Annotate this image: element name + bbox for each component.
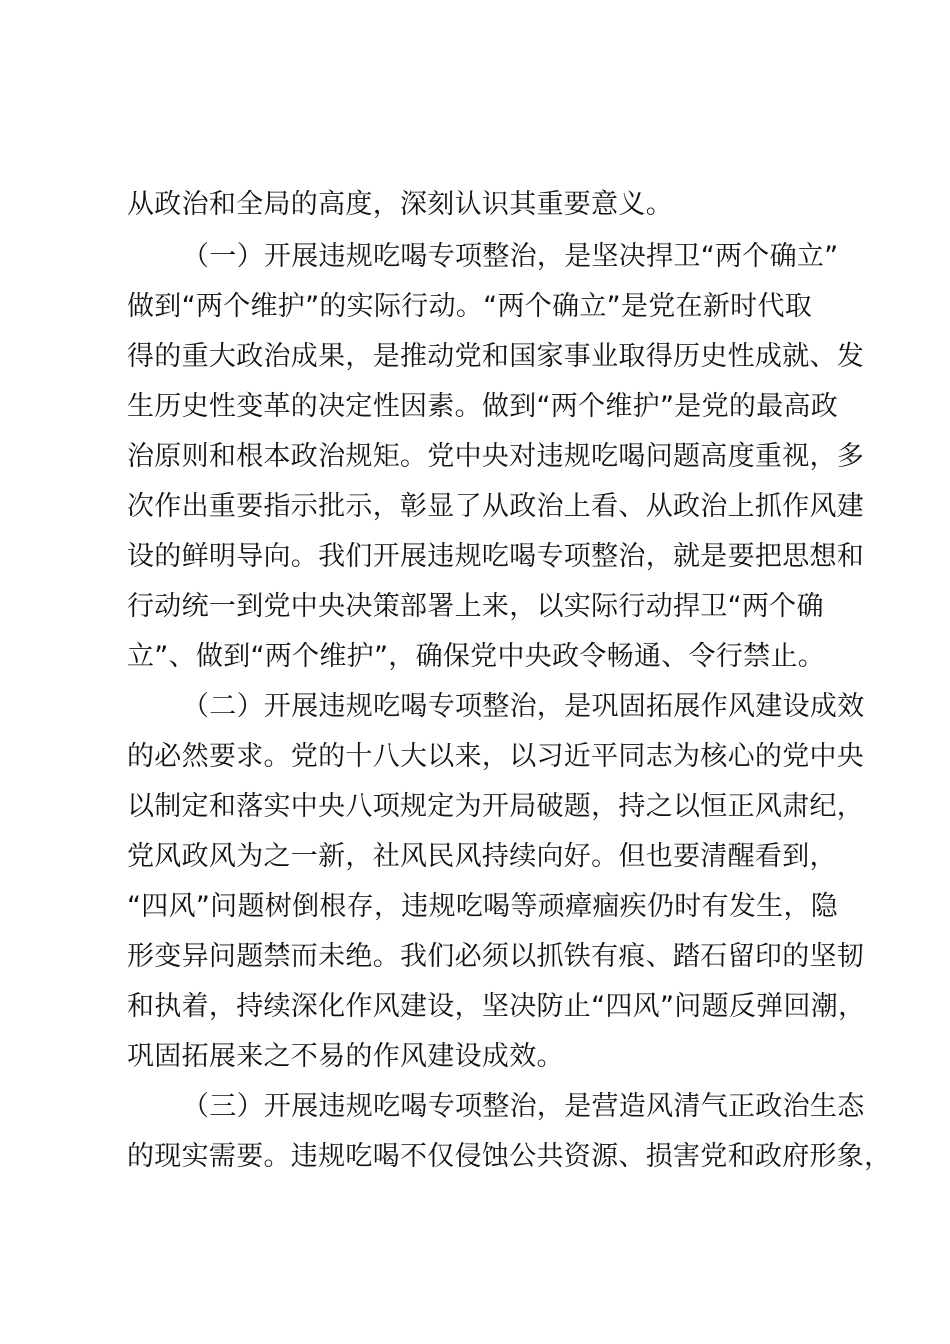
paragraph-3-heading-line: （三）开展违规吃喝专项整治，是营造风清气正政治生态 (182, 1091, 865, 1122)
text-line-17: 和执着，持续深化作风建设，坚决防止“四风”问题反弹回潮， (127, 991, 866, 1022)
text-line-9: 行动统一到党中央决策部署上来，以实际行动捍卫“两个确 (127, 591, 824, 622)
text-line-7: 次作出重要指示批示，彰显了从政治上看、从政治上抓作风建 (127, 491, 865, 522)
text-line-4: 得的重大政治成果，是推动党和国家事业取得历史性成就、发 (127, 341, 865, 372)
paragraph-1-heading-line: （一）开展违规吃喝专项整治，是坚决捍卫“两个确立” (182, 241, 839, 272)
text-line-8: 设的鲜明导向。我们开展违规吃喝专项整治，就是要把思想和 (127, 541, 865, 572)
text-line-18: 巩固拓展来之不易的作风建设成效。 (127, 1041, 564, 1072)
text-line-20: 的现实需要。违规吃喝不仅侵蚀公共资源、损害党和政府形象， (127, 1141, 892, 1172)
text-line-1: 从政治和全局的高度，深刻认识其重要意义。 (127, 189, 673, 220)
text-line-12: 的必然要求。党的十八大以来，以习近平同志为核心的党中央 (127, 741, 865, 772)
text-line-6: 治原则和根本政治规矩。党中央对违规吃喝问题高度重视，多 (127, 441, 865, 472)
text-line-10: 立”、做到“两个维护”，确保党中央政令畅通、令行禁止。 (127, 641, 826, 672)
text-line-13: 以制定和落实中央八项规定为开局破题，持之以恒正风肃纪， (127, 791, 865, 822)
text-line-3: 做到“两个维护”的实际行动。“两个确立”是党在新时代取 (127, 291, 813, 322)
text-line-14: 党风政风为之一新，社风民风持续向好。但也要清醒看到， (127, 841, 837, 872)
paragraph-2-heading-line: （二）开展违规吃喝专项整治，是巩固拓展作风建设成效 (182, 691, 865, 722)
text-line-16: 形变异问题禁而未绝。我们必须以抓铁有痕、踏石留印的坚韧 (127, 941, 865, 972)
text-line-5: 生历史性变革的决定性因素。做到“两个维护”是党的最高政 (127, 391, 839, 422)
text-line-15: “四风”问题树倒根存，违规吃喝等顽瘴痼疾仍时有发生，隐 (127, 891, 839, 922)
